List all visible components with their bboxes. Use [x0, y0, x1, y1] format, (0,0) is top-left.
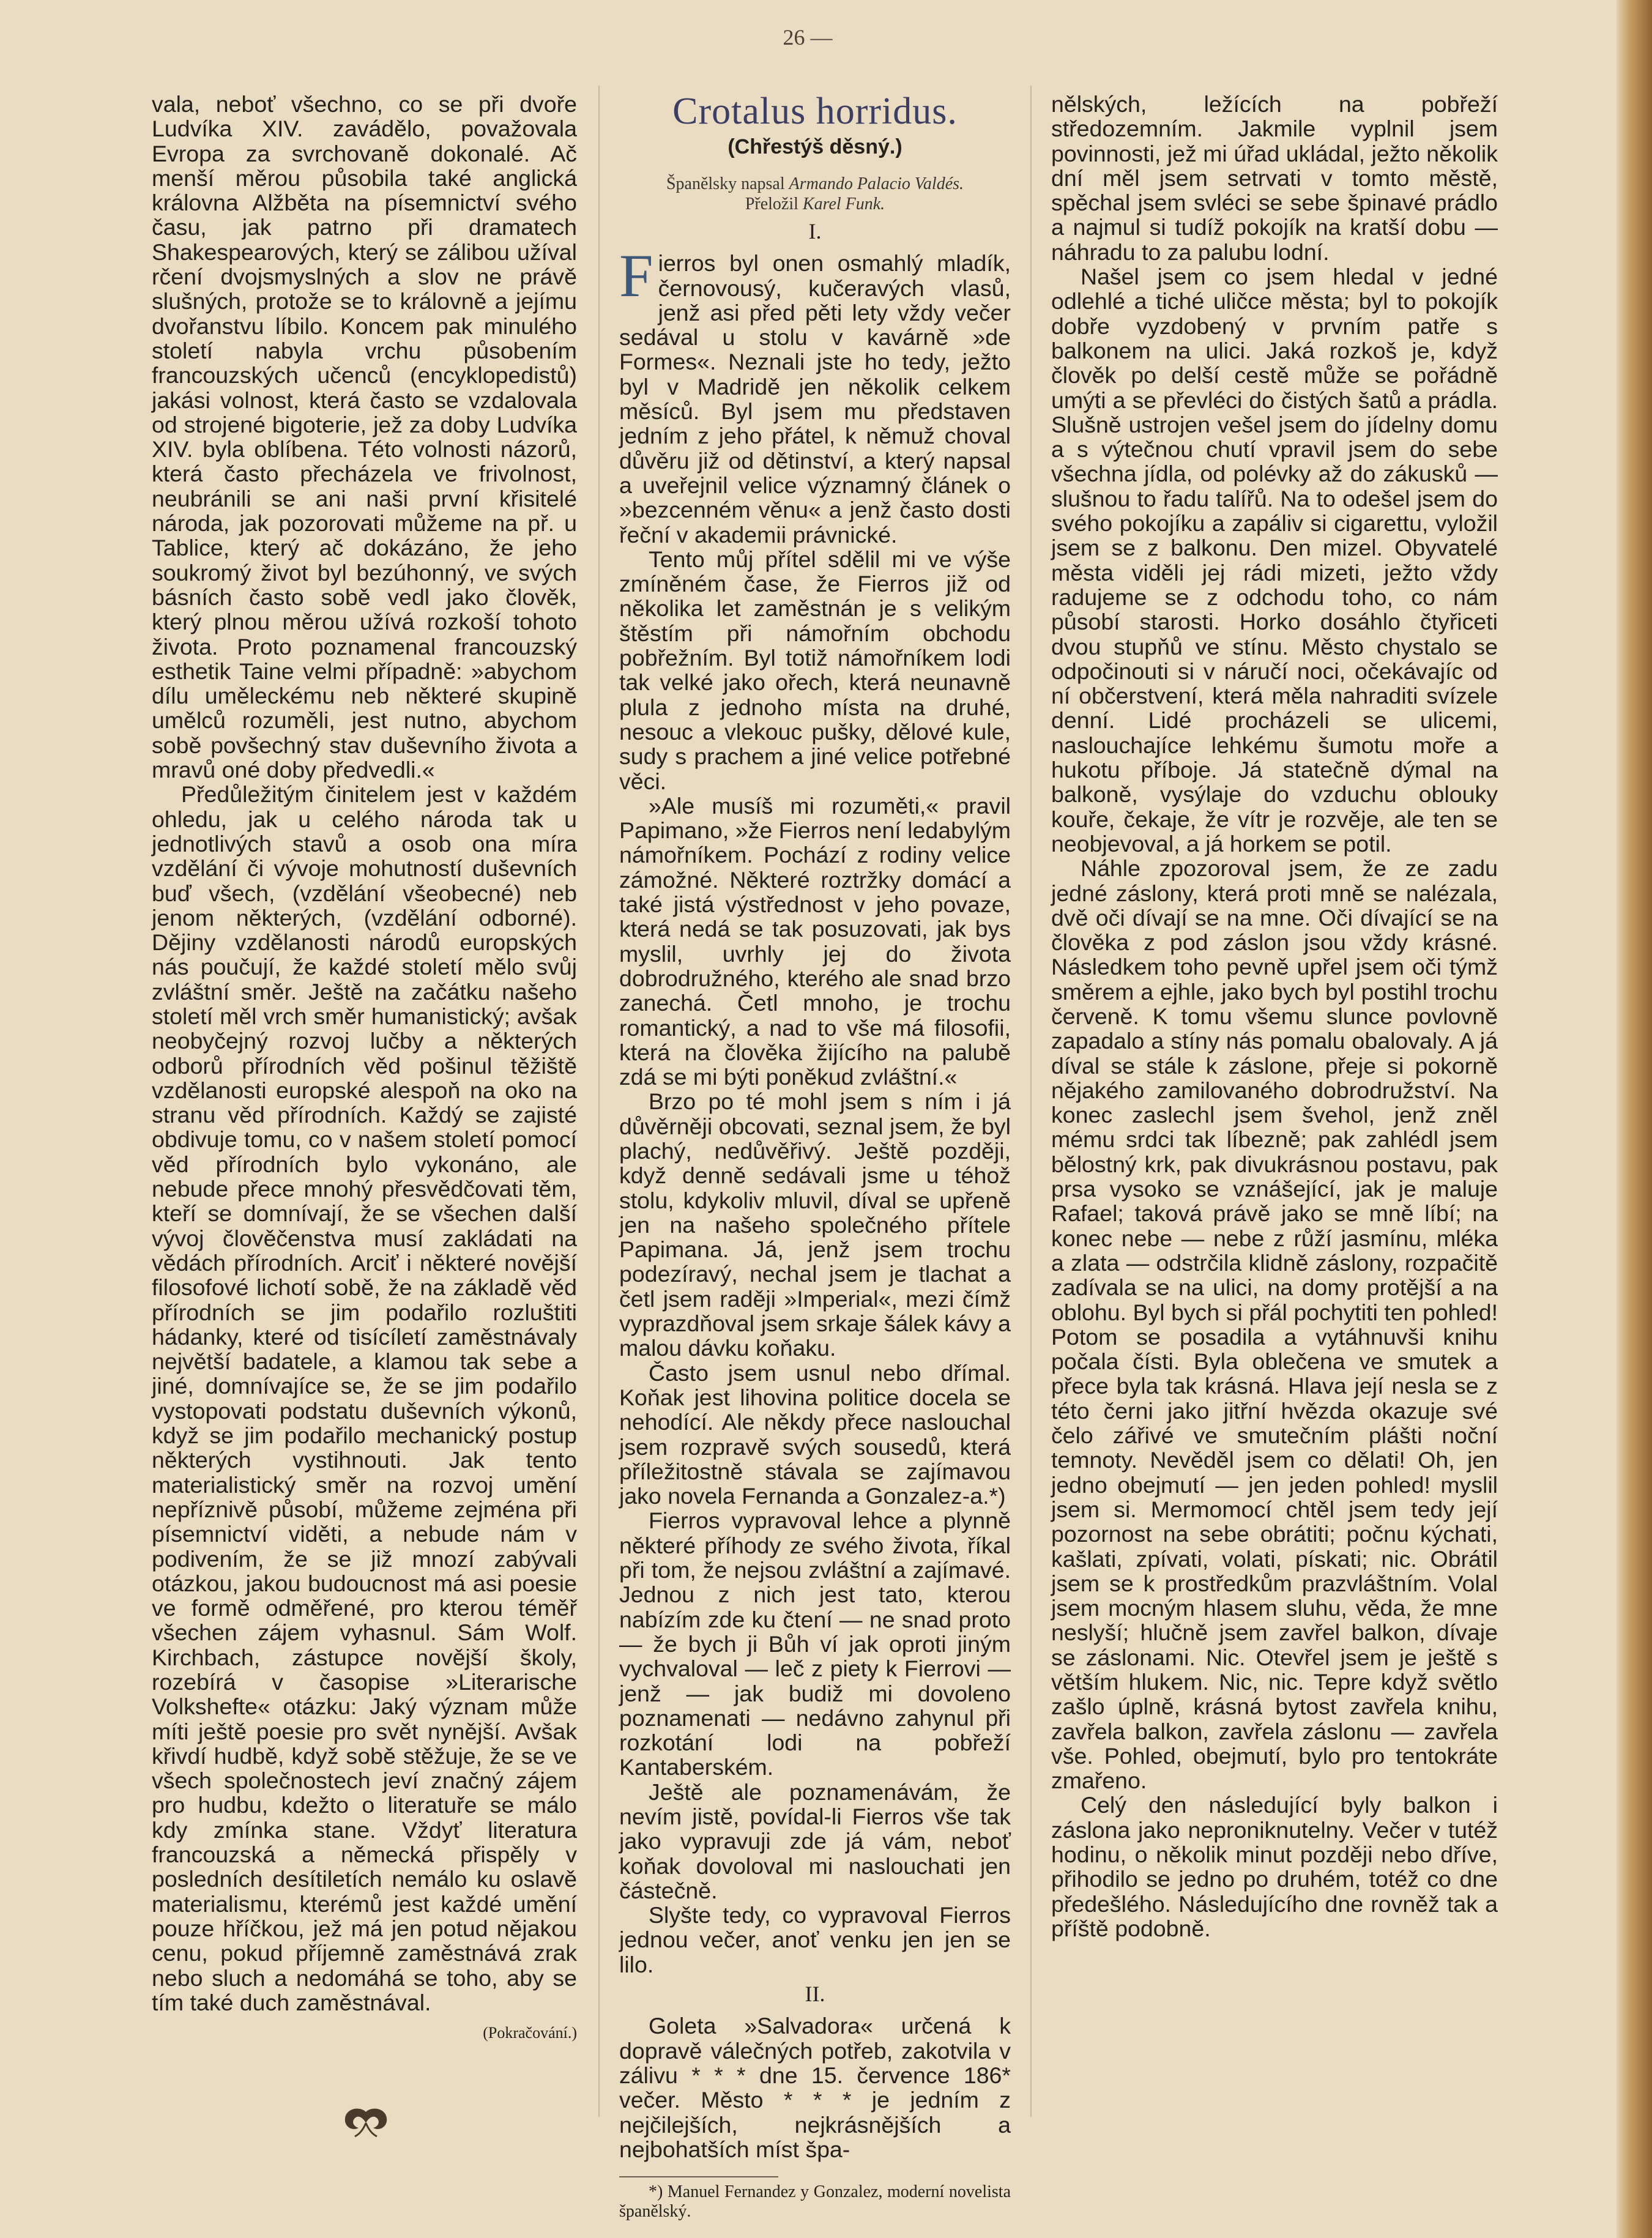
paragraph: »Ale musíš mi rozuměti,« pravil Papimano, »že Fierros není ledabylým námořníkem. Pochází z rodiny velice zámožné. Některé roztržky domácí a také jistá výstřednost v jeho povaze, která nedá se tak posuzovati, jak bys myslil, uvrhly jej do života dobrodružného, kterého ale snad brzo zanechá. Četl mnoho, je trochu romantický, a nad to vše má filosofii, která na člověka žijícího na palubě zdá se mi býti poněkud zvláštní.« — [619, 792, 1011, 1090]
credit-prefix: Španělsky napsal — [666, 174, 789, 193]
chapter-heading: II. — [805, 1982, 825, 2007]
paragraph: Goleta »Salvadora« určená k dopravě válečných potřeb, zakotvila v zálivu * * * dne 15. července 186* večer. Město * * * je jedním z nejčilejších, nejkrásnějších a nejbohatších míst špa- — [619, 2013, 1011, 2162]
paragraph: Našel jsem co jsem hledal v jedné odlehlé a tiché uličce města; byl to pokojík dobře vyzdobený v prvním patře s balkonem na ulici. Jaká rozkoš je, když člověk po delší cestě může se pořádně umýti a se převléci do čistých šatů a prádla. Slušně ustrojen vešel jsem do jídelny domu a s výtečnou chutí vpravil jsem do sebe všechna jídla, od polévky až do zákusků — slušnou to řadu talířů. Na to odešel jsem do svého pokojíku a zapáliv si cigarettu, vyložil jsem se z balkonu. Den mizel. Obyvatelé města viděli jej rádi mizeti, ježto vždy radujeme se z odchodu toho, co nám působí starosti. Horko dosáhlo čtyřiceti dvou stupňů ve stínu. Město chystalo se odpočinouti si v náručí noci, očekávajíc od ní občerstvení, která měla nahraditi svízele denní. Lidé procházeli se ulicemi, naslouchajíce lehkému šumotu moře a hukotu příboje. Já statečně dýmal na balkoně, vysýlaje do vzduchu oblouky kouře, čekaje, že vítr je rozvěje, ale ten se neobjevoval, a já horkem se potil. — [1051, 264, 1498, 857]
paragraph: Fierros vypravoval lehce a plynně některé příhody ze svého života, říkal při tom, že nejsou zvláštní a zajímavé. Jednou z nich jest tato, kterou nabízím zde ku čtení — ne snad proto — že bych ji Bůh ví jak oproti jiným vychvaloval — leč z piety k Fierrovi — jenž — jak budiž mi dovoleno poznamenati — nedávno zahynul při rozkotání lodi na pobřeží Kantaberském. — [619, 1507, 1011, 1780]
paragraph: vala, neboť všechno, co se při dvoře Ludvíka XIV. zavádělo, považovala Evropa za svrchovaně dokonalé. Ač menší měrou působila také anglická královna Alžběta na písemnictví svého času, jak patrno při dramatech Shakespearových, který se zálibou užíval rčení dvojsmyslných a slov ne právě slušných, protože se to královně a jejímu dvořanstvu líbilo. Koncem pak minulého století nabyla vrchu působením francouzských učenců (encyklopedistů) jakási volnost, která často se vzdalovala od strojené bigoterie, jež za doby Ludvíka XIV. byla oblíbena. Této volnosti názorů, která často přecházela ve frivolnost, neubránili se ani naši první křisitelé národa, jak pozorovati můžeme na př. u Tablice, který ač dokázáno, že jeho soukromý život byl bezúhonný, ve svých básních často sobě vedl jako člověk, který plnou měrou užívá rozkoší tohoto života. Proto poznamenal francouzský esthetik Taine velmi případně: »abychom dílu uměleckému neb některé skupině umělců rozuměli, jest nutno, abychom sobě povšechný stav duševního života a mravů oné doby předvedli.« — [152, 91, 577, 783]
story-title: Crotalus horridus. — [672, 91, 958, 132]
translator-credit — [619, 194, 1011, 214]
paragraph: Slyšte tedy, co vypravoval Fierros jednou večer, anoť venku jen jen se lilo. — [619, 1902, 1011, 1977]
drop-cap: F — [619, 242, 653, 310]
paragraph: Brzo po té mohl jsem s ním i já důvěrněji obcovati, seznal jsem, že byl plachý, nedůvěřivý. Ještě později, když denně sedávali jsme u téhož stolu, kdykoliv mluvil, díval se upřeně jen na našeho společného přítele Papimana. Já, jenž jsem trochu podezíravý, nechal jsem je tlachat a četl jsem raději »Imperial«, mezi čímž vyprazdňoval jsem srkaje šálek kávy a malou dávku koňaku. — [619, 1088, 1011, 1361]
column-divider — [1030, 86, 1032, 2117]
credit-prefix: Přeložil — [745, 195, 803, 214]
author-credit — [619, 174, 1011, 194]
translator-name: Karel Funk. — [802, 195, 885, 214]
page-number: 26 — — [783, 25, 833, 50]
paragraph: Celý den následující byly balkon i záslona jako neproniknutelny. Večer v tutéž hodinu, o několik minut později nebo dříve, přihodilo se jedno po druhém, totéž co dne předešlého. Následujícího dne rovněž tak a příště podobně. — [1051, 1792, 1498, 1941]
first-paragraph — [619, 242, 1011, 548]
fleuron-icon — [341, 2106, 390, 2139]
paragraph: Často jsem usnul nebo dřímal. Koňak jest lihovina politice docela se nehodící. Ale někdy přece naslouchal jsem rozpravě svých sousedů, která příležitostně stávala se zajímavou jako novela Fernanda a Gonzalez-a.*) — [619, 1359, 1011, 1509]
footnote-rule — [619, 2176, 778, 2177]
column-essay — [152, 92, 577, 2045]
paragraph: Náhle zpozoroval jsem, že ze zadu jedné záslony, která proti mně se nalézala, dvě oči dívají se na mne. Oči dívající se na člověka z pod záslon jsou vždy krásné. Následkem toho pevně upřel jsem oči týmž směrem a ejhle, jako bych byl postihl trochu červeně. K tomu všemu slunce povlovně zapadalo a stíny nás pomalu obalovaly. A já díval se stále k záslone, přeje si pokorně nějakého zamilovaného dobrodružství. Na konec zaslechl jsem švehol, jenž zněl mému srdci tak líbezně; pak zahlédl jsem bělostný krk, pak divukrásnou postavu, pak prsa vysoko se vznášející, jak je maluje Rafael; taková právě jako se mně líbí; na konec nebe — nebe z růží jasmínu, mléka a zlata — odstrčila klidně záslony, rozpačitě zadívala se na ulici, na domy protější a na oblohu. Byl bych si přál pochytiti ten pohled! Potom se posadila a vytáhnuvši knihu počala čísti. Byla oblečena ve smutek a přece byla tak krásná. Hlava její nesla se z této černi jako jitřní hvězda okazuje své čelo zářivé ve smutečním plášti noční temnoty. Nevěděl jsem co dělati! Oh, jen jedno obejmutí — jen jeden pohled! myslil jsem si. Mermomocí chtěl jsem tedy její pozornost na sebe obrátiti; počnu kýchati, kašlati, zpívati, volati, pískati; nic. Obrátil jsem se k prostředkům prazvláštním. Volal jsem mocným hlasem sluhu, věda, že mne neslyší; hlučně jsem zavřel balkon, dívaje se záslonami. Nic. Otevřel jsem je ještě s větším hlukem. Nic, nic. Tepre když světlo zašlo úplně, krásná bytost zavřela knihu, zavřela balkon, zavřela záslonu — zavřela vše. Pohled, obejmutí, bylo pro tentokráte zmařeno. — [1051, 855, 1498, 1794]
footnote: *) Manuel Fernandez y Gonzalez, moderní novelista španělský. — [619, 2182, 1011, 2221]
paragraph: Tento můj přítel sdělil mi ve výše zmíněném čase, že Fierros již od několika let zaměstnán je s velikým štěstím při námořním obchodu pobřežním. Byl totiž námořníkem lodi tak velké jako ořech, která neunavně plula z jednoho místa na druhé, nesouc a vlekouc pušky, dělové kule, sudy s prachem a jiné velice potřebné věci. — [619, 546, 1011, 794]
story-subtitle: (Chřestýš děsný.) — [727, 135, 902, 158]
paragraph: Ještě ale poznamenávám, že nevím jistě, povídal-li Fierros vše tak jako vypravuji zde já vám, neboť koňak dovoloval mi naslouchati jen částečně. — [619, 1779, 1011, 1903]
paragraph: nělských, ležících na pobřeží středozemním. Jakmile vyplnil jsem povinnosti, jež mi úřad ukládal, ježto několik dní měl jsem setrvati v tomto městě, spěchal jsem svléci se sebe špinavé prádlo a najmul si tudíž pokojík na kratší dobu — náhradu to za palubu lodní. — [1051, 91, 1498, 265]
author-name: Armando Palacio Valdés. — [789, 174, 964, 193]
chapter-heading: I. — [808, 219, 822, 244]
column-story — [619, 92, 1011, 2221]
continued-note: (Pokračování.) — [483, 2024, 577, 2042]
page-binding-edge — [1617, 0, 1652, 2238]
column-story-continued — [1051, 92, 1498, 1941]
first-paragraph-text: ierros byl onen osmahlý mladík, černovousý, kučeravých vlasů, jenž asi před pěti lety vždy večer sedával u stolu v kavárně »de Formes«. Neznali jste ho tedy, ježto byl v Madridě jen několik celkem měsíců. Byl jsem mu představen jedním z jeho přátel, k němuž choval důvěru již od dětinství, a který napsal a uveřejnil velice významný článek o »bezcenném věnu« a jenž často dosti řeční v akademii právnické. — [619, 250, 1011, 548]
column-divider — [598, 86, 600, 2117]
paragraph: Předůležitým činitelem jest v každém ohledu, jak u celého národa tak u jednotlivých stavů a osob ona míra vzdělání či vývoje mohutností duševních buď všech, (vzdělání všeobecné) neb jenom některých, (vzdělání odborné). Dějiny vzdělanosti národů europských nás poučují, že každé století mělo svůj zvláštní směr. Ještě na začátku našeho století měl vrch směr humanistický; avšak neobyčejný rozvoj lučby a některých odborů přírodních věd pošinul těžiště vzdělanosti europské alespoň na oko na stranu věd přírodních. Každý se zajisté obdivuje tomu, co v našem století pomocí věd přírodních bylo vykonáno, ale nebude přece mnohý přesvědčovati těm, kteří se domnívají, že se všechen další vývoj člověčenstva musí zakládati na vědách přírodních. Arciť i některé novější filosofové lichotí sobě, že na základě věd přírodních se jim podařilo rozluštiti hádanky, které od tisícíletí zaměstnávaly největší badatele, a klamou tak sebe a jiné, domnívajíce se, že se jim podařilo vystopovati podstatu duševních výkonů, když se jim podařilo mechanický postup některých vystihnouti. Jak tento materialistický směr na rozvoj umění nepříznivě působí, můžeme zejména při písemnictví viděti, a nebude nám v podivením, že se již mnozí zabývali otázkou, jakou budoucnost má asi poesie ve formě odměřené, pro kterou téměř všechen zájem vyhasnul. Sám Wolf. Kirchbach, zástupce novější školy, rozebírá v časopise »Literarische Volkshefte« otázku: Jaký význam může míti ještě poesie pro svět nynější. Avšak křivdí hudbě, když sobě stěžuje, že se ve všech společnostech jeví značný zájem pro hudbu, kdežto o literatuře se málo kdy zmínka stane. Vždyť literatura francouzská a německá přispěly v posledních desítiletích nemálo ku oslavě materialismu, kterémů jest každé umění pouze hříčkou, jež má jen potud nějakou cenu, pokud příjemně zaměstnává zrak nebo sluch a nedomáhá se toho, aby se tím také duch zaměstnával. — [152, 781, 577, 2015]
